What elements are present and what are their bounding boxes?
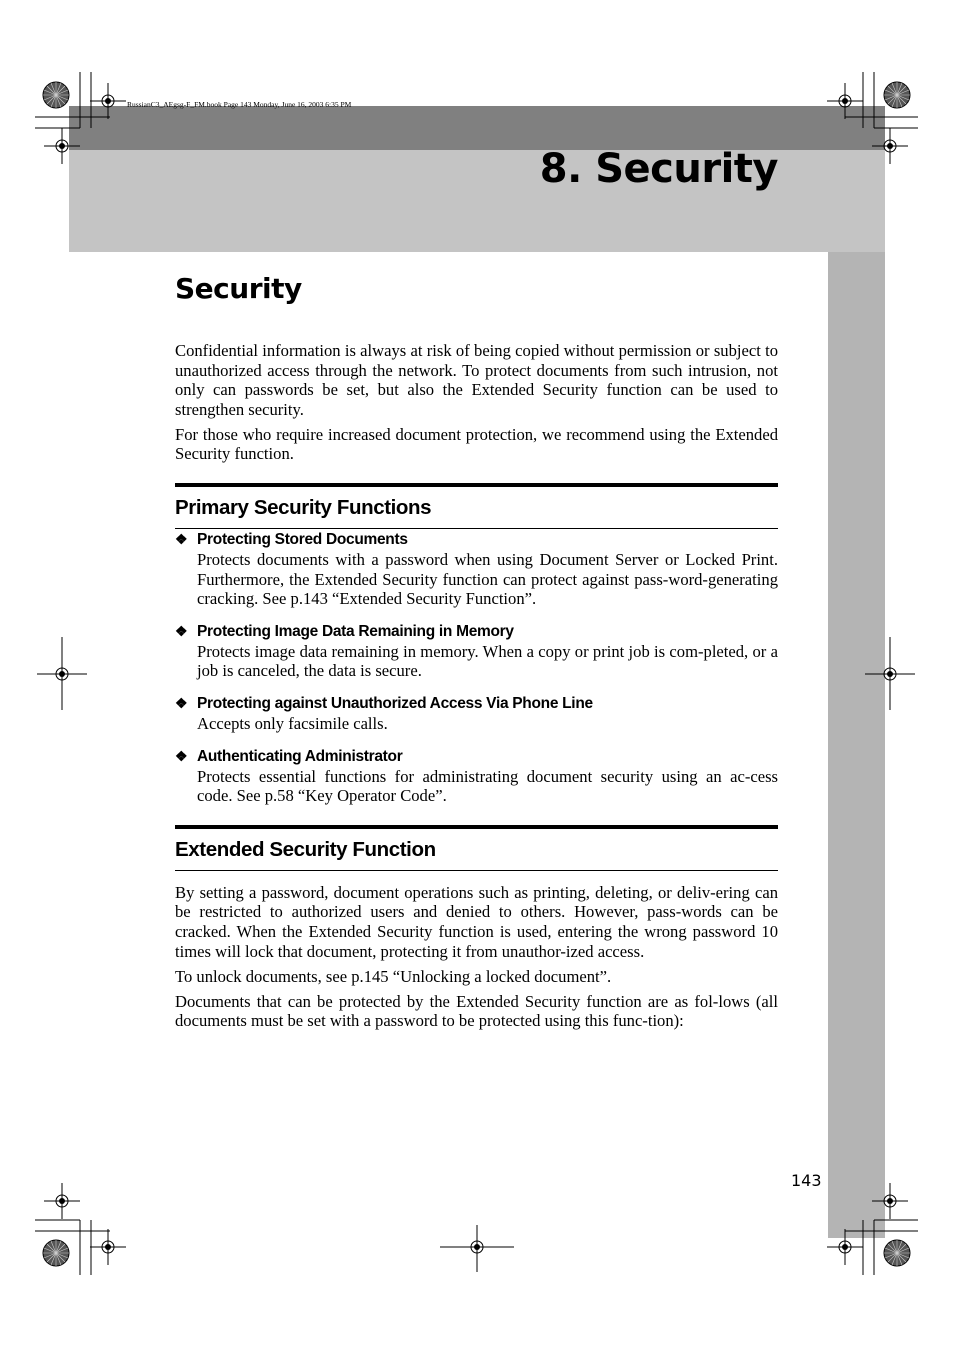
- feature-item: [175, 693, 778, 734]
- book-info-line: RussianC3_AEgsg-F_FM.book Page 143 Monday, June 16, 2003 6:35 PM: [127, 100, 352, 109]
- diamond-bullet-icon: ❖: [175, 622, 188, 639]
- page-number: 143: [791, 1171, 822, 1190]
- feature-description: Accepts only facsimile calls.: [197, 714, 388, 734]
- extended-security-body: [175, 883, 778, 1031]
- feature-title-text: Authenticating Administrator: [197, 747, 403, 765]
- page-title: Security: [175, 272, 302, 305]
- feature-title-text: Protecting Stored Documents: [197, 531, 408, 549]
- section-header-primary: [175, 483, 778, 529]
- header-top-strip: [69, 106, 885, 150]
- extended-paragraph-3: Documents that can be protected by the Extended Security function are as fol-lows (all documents must be set with a password to be protected using this func-tion):: [175, 991, 778, 1031]
- section-title-primary: Primary Security Functions: [175, 496, 432, 520]
- feature-title: [175, 746, 778, 767]
- feature-item: [175, 621, 778, 681]
- feature-item: [175, 746, 778, 806]
- feature-title-text: Protecting against Unauthorized Access Via Phone Line: [197, 695, 593, 713]
- feature-description: Protects image data remaining in memory. When a copy or print job is com-pleted, or a job is canceled, the data is secure.: [197, 641, 778, 681]
- feature-item: [175, 529, 778, 609]
- feature-title: [175, 621, 778, 642]
- feature-title: [175, 693, 778, 714]
- feature-title-text: Protecting Image Data Remaining in Memory: [197, 622, 514, 640]
- diamond-bullet-icon: ❖: [175, 695, 188, 712]
- extended-paragraph-2: To unlock documents, see p.145 “Unlocking a locked document”.: [175, 966, 612, 986]
- feature-description: Protects documents with a password when using Document Server or Locked Print. Furthermore, the Extended Security function can protect against pass-word-generating cracking. See p.143 “Extended Security Function”.: [197, 550, 778, 609]
- diamond-bullet-icon: ❖: [175, 531, 188, 548]
- section-title-extended: Extended Security Function: [175, 837, 436, 861]
- extended-paragraph-1: By setting a password, document operations such as printing, deleting, or deliv-ering can be restricted to authorized users and denied to others. However, pass-words can be cracked. When the Extended Security function is used, entering the wrong password 10 times will lock that document, protecting it from unauthor-ized access.: [175, 882, 778, 961]
- chapter-side-bar: [828, 252, 885, 1238]
- page-content: [175, 270, 778, 1036]
- feature-description: Protects essential functions for administrating document security using an ac-cess code. See p.58 “Key Operator Code”.: [197, 766, 778, 806]
- chapter-title: 8. Security: [539, 146, 778, 192]
- intro-paragraph-2: For those who require increased document protection, we recommend using the Extended Security function.: [175, 424, 778, 464]
- section-header-extended: [175, 825, 778, 871]
- intro-paragraph-1: Confidential information is always at risk of being copied without permission or subject to unauthorized access through the network. To protect documents from such intrusion, not only can passwords be set, but also the Extended Security function can be used to strengthen security.: [175, 341, 778, 419]
- diamond-bullet-icon: ❖: [175, 747, 188, 764]
- feature-title: [175, 529, 778, 550]
